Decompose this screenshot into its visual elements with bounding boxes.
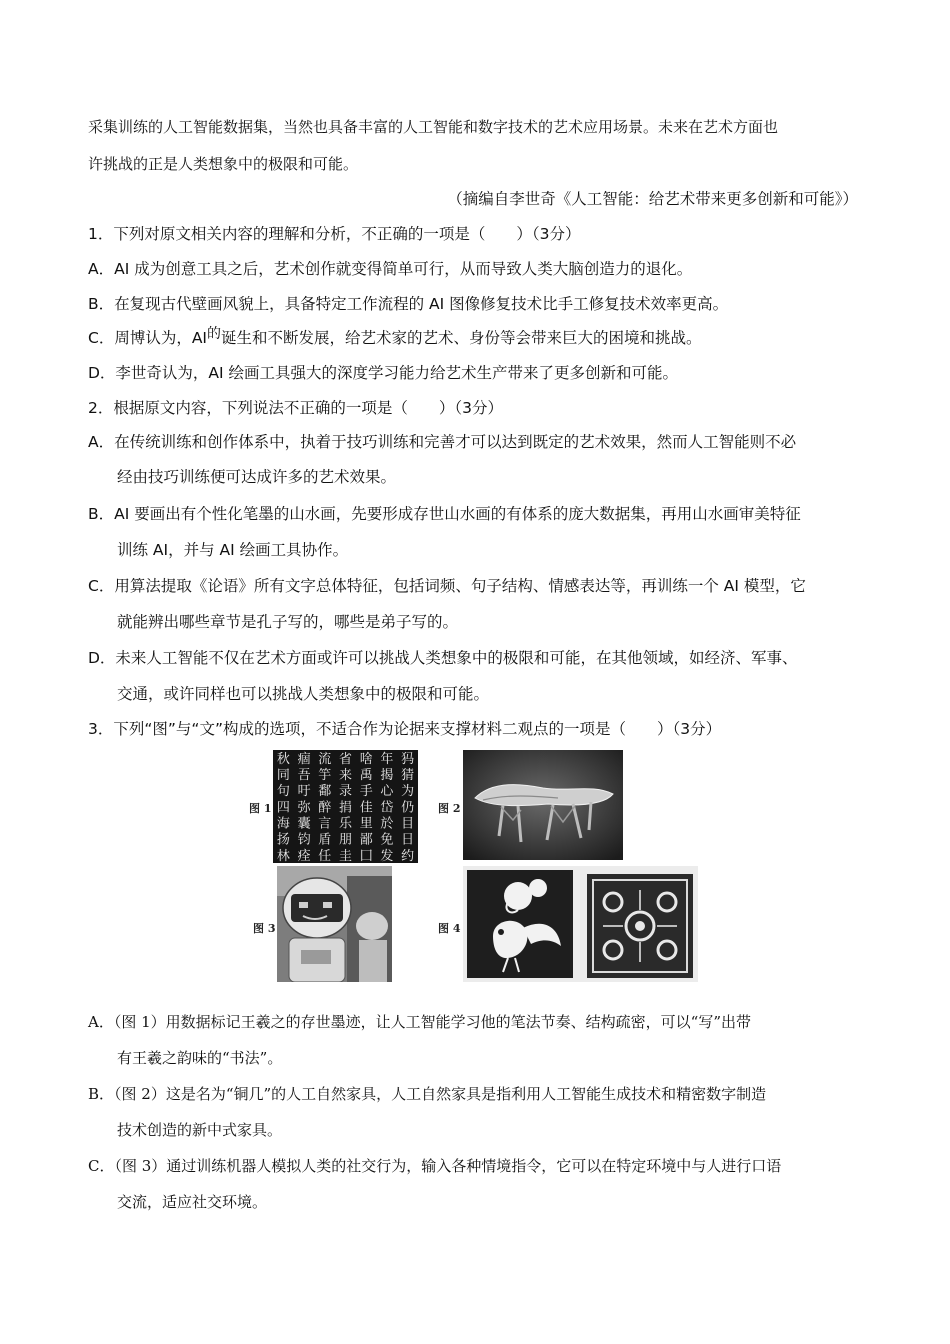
calligraphy-glyph: 捐	[338, 800, 353, 816]
calligraphy-glyph: 囗	[359, 848, 373, 863]
calligraphy-glyph: 同	[276, 768, 290, 784]
q3-option-a-line2: 有王羲之韵味的“书法”。	[117, 1049, 283, 1067]
q2-option-a-line1: A．在传统训练和创作体系中，执着于技巧训练和完善才可以达到既定的艺术效果，然而人工智能则不必	[88, 433, 797, 451]
q3-option-c-line2: 交流，适应社交环境。	[117, 1193, 268, 1211]
q1-option-c-post: 诞生和不断发展，给艺术家的艺术、身份等会带来巨大的困境和挑战。	[221, 329, 702, 347]
calligraphy-glyph: 弥	[297, 800, 311, 816]
calligraphy-glyph: 省	[338, 751, 353, 767]
calligraphy-glyph: 海	[276, 816, 290, 832]
calligraphy-glyph: 仍	[401, 800, 415, 816]
calligraphy-glyph: 盾	[318, 832, 332, 848]
q1-option-c-pre: C．周博认为，AI	[88, 329, 207, 347]
calligraphy-glyph: 钧	[297, 832, 311, 848]
q2-option-b-line1: B．AI 要画出有个性化笔墨的山水画，先要形成存世山水画的有体系的庞大数据集，再用山水画审美特征	[88, 505, 801, 523]
q2-option-a-line2: 经由技巧训练便可达成许多的艺术效果。	[117, 468, 397, 486]
q1-option-d: D．李世奇认为，AI 绘画工具强大的深度学习能力给艺术生产带来了更多创新和可能。	[88, 364, 679, 382]
calligraphy-glyph: 吁	[297, 784, 311, 800]
calligraphy-glyph: 言	[318, 816, 332, 832]
calligraphy-glyph: 发	[380, 848, 394, 863]
fig2-label: 图 2	[438, 802, 461, 815]
calligraphy-glyph: 犸	[401, 751, 415, 767]
calligraphy-glyph: 岱	[380, 800, 394, 816]
q3-option-c-line1: C．（图 3）通过训练机器人模拟人类的社交行为，输入各种情境指令，它可以在特定环境中与人进行口语	[88, 1157, 782, 1175]
passage-line-1: 采集训练的人工智能数据集，当然也具备丰富的人工智能和数字技术的艺术应用场景。未来在艺术方面也	[88, 118, 779, 136]
q1-option-c	[88, 328, 702, 349]
calligraphy-glyph: 免	[380, 832, 394, 848]
passage-source: （摘编自李世奇《人工智能：给艺术带来更多创新和可能》）	[447, 190, 858, 208]
q2-option-b-line2: 训练 AI，并与 AI 绘画工具协作。	[117, 541, 349, 559]
calligraphy-glyph: 鄙	[359, 832, 373, 848]
calligraphy-glyph: 於	[380, 816, 394, 832]
calligraphy-glyph: 来	[338, 768, 353, 784]
calligraphy-glyph: 扬	[276, 832, 290, 848]
calligraphy-glyph: 囊	[297, 816, 311, 832]
calligraphy-glyph: 佳	[359, 800, 373, 816]
calligraphy-glyph: 乐	[338, 816, 353, 832]
fig1-label: 图 1	[249, 802, 272, 815]
calligraphy-glyph: 任	[318, 848, 332, 863]
q2-stem: 2．根据原文内容，下列说法不正确的一项是（ ）（3分）	[88, 399, 503, 417]
calligraphy-glyph: 林	[276, 848, 290, 863]
q3-stem: 3．下列“图”与“文”构成的选项，不适合作为论据来支撑材料二观点的一项是（ ）（3分）	[88, 720, 722, 738]
q3-option-a-line1: A．（图 1）用数据标记王羲之的存世墨迹，让人工智能学习他的笔法节奏、结构疏密，可以“写”出带	[88, 1013, 751, 1031]
passage-line-2: 许挑战的正是人类想象中的极限和可能。	[88, 155, 359, 173]
calligraphy-grid	[273, 750, 418, 863]
calligraphy-glyph: 醉	[318, 800, 332, 816]
calligraphy-glyph: 痊	[297, 848, 311, 863]
calligraphy-glyph: 秋	[276, 751, 290, 767]
q3-option-b-line2: 技术创造的新中式家具。	[117, 1121, 283, 1139]
q2-option-c-line2: 就能辨出哪些章节是孔子写的，哪些是弟子写的。	[117, 613, 459, 631]
q2-option-d-line2: 交通，或许同样也可以挑战人类想象中的极限和可能。	[117, 685, 490, 703]
calligraphy-glyph: 目	[401, 816, 415, 832]
fig4-label: 图 4	[438, 922, 461, 935]
calligraphy-glyph: 为	[401, 784, 415, 800]
q2-option-c-line1: C．用算法提取《论语》所有文字总体特征，包括词频、句子结构、情感表达等，再训练一个 AI 模型，它	[88, 577, 806, 595]
calligraphy-glyph: 录	[338, 784, 353, 800]
calligraphy-glyph: 吾	[297, 768, 311, 784]
q3-option-b-line1: B．（图 2）这是名为“铜几”的人工自然家具，人工自然家具是指利用人工智能生成技术和精密数字制造	[88, 1085, 767, 1103]
q1-option-c-raised-char: 的	[207, 326, 221, 342]
calligraphy-glyph: 鄱	[318, 784, 332, 800]
calligraphy-glyph: 句	[276, 784, 290, 800]
fig4-papercut-image	[463, 866, 698, 982]
calligraphy-glyph: 禹	[359, 768, 373, 784]
q1-option-a: A．AI 成为创意工具之后，艺术创作就变得简单可行，从而导致人类大脑创造力的退化。	[88, 260, 693, 278]
fig3-label: 图 3	[253, 922, 276, 935]
calligraphy-glyph: 圭	[338, 848, 353, 863]
calligraphy-glyph: 痼	[297, 751, 311, 767]
calligraphy-glyph: 手	[359, 784, 373, 800]
q1-option-b: B．在复现古代壁画风貌上，具备特定工作流程的 AI 图像修复技术比手工修复技术效率更高。	[88, 295, 729, 313]
q1-stem: 1．下列对原文相关内容的理解和分析，不正确的一项是（ ）（3分）	[88, 225, 581, 243]
calligraphy-glyph: 流	[318, 751, 332, 767]
calligraphy-glyph: 日	[401, 832, 415, 848]
fig3-robot-image	[277, 866, 392, 982]
calligraphy-glyph: 里	[359, 816, 373, 832]
calligraphy-glyph: 猜	[401, 768, 415, 784]
q2-option-d-line1: D．未来人工智能不仅在艺术方面或许可以挑战人类想象中的极限和可能，在其他领域，如经济、军事、	[88, 649, 798, 667]
calligraphy-glyph: 心	[380, 784, 394, 800]
calligraphy-glyph: 朋	[338, 832, 353, 848]
calligraphy-glyph: 揭	[380, 768, 394, 784]
calligraphy-glyph: 年	[380, 751, 394, 767]
fig1-calligraphy-image	[273, 750, 418, 863]
calligraphy-glyph: 约	[401, 848, 415, 863]
calligraphy-glyph: 啥	[359, 751, 373, 767]
calligraphy-glyph: 竽	[318, 768, 332, 784]
fig2-bronze-table-image	[463, 750, 623, 860]
calligraphy-glyph: 四	[276, 800, 290, 816]
